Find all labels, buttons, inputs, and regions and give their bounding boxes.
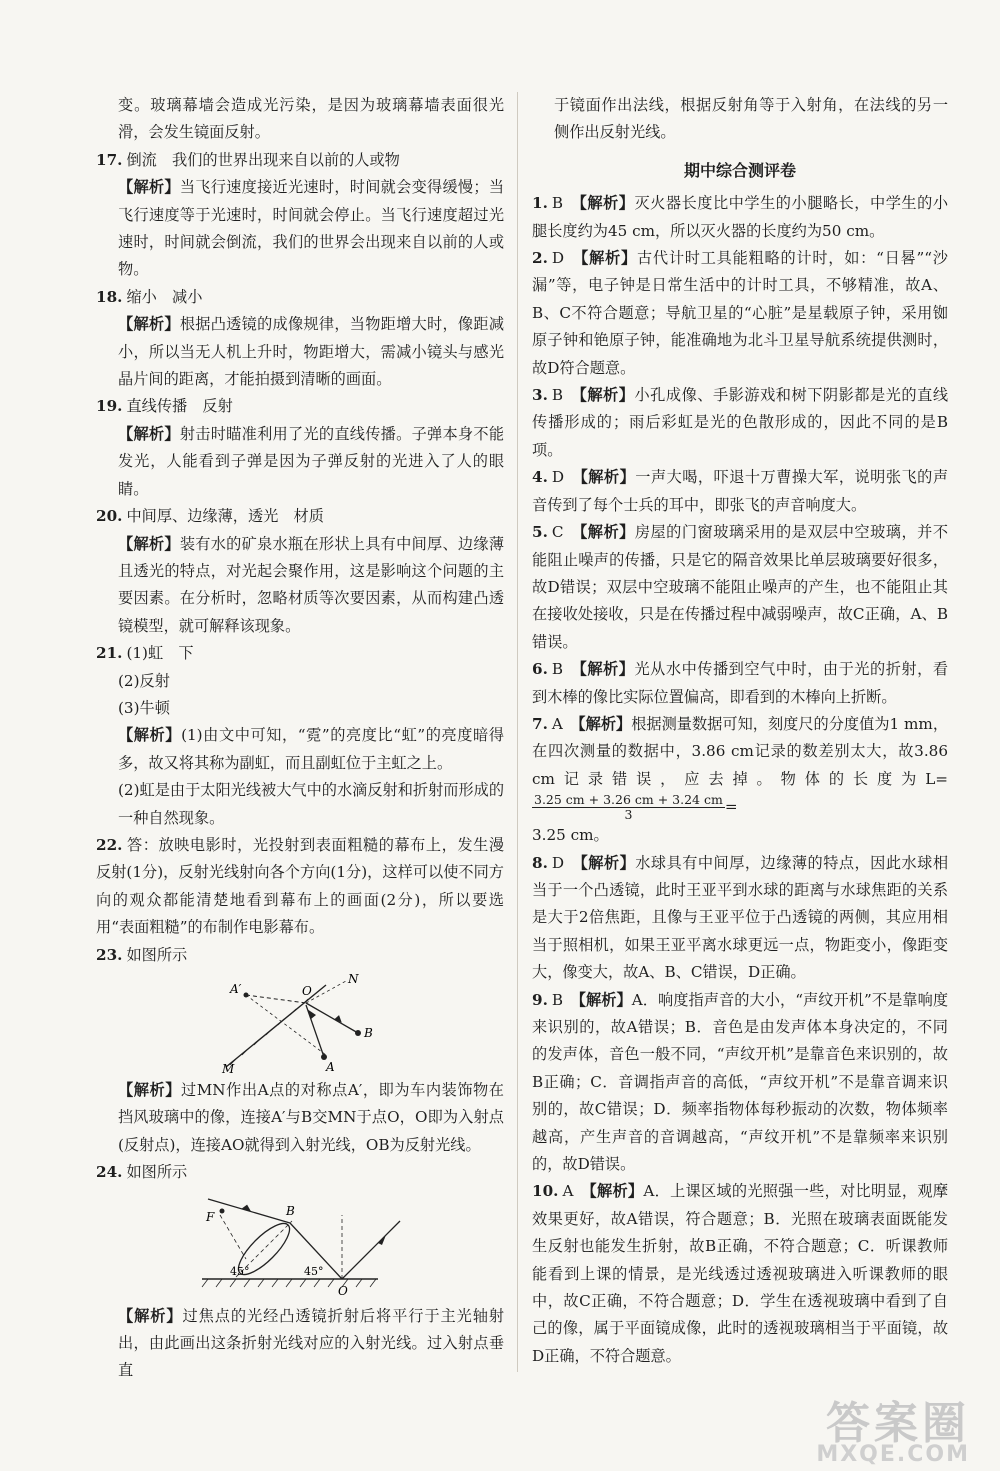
item-9: 9. B 【解析】A．响度指声音的大小，“声纹开机”不是靠响度来识别的，故A错误；B．音色是由发声体本身决定的，不同的发声体，音色一般不同，“声纹开机”是靠音色来识别的，故B正确；C．音调指声音的高低，“声纹开机”不是靠音调来识别的，故C错误；D．频率指物体每秒振动的次数，物体频率越高，产生声音的音调越高，“声纹开机”不是靠频率来识别的，故D错误。 — [532, 990, 949, 1174]
q19-answer: 19. 直线传播 反射 — [96, 397, 233, 416]
label-o: O — [338, 1283, 348, 1298]
item-7-result: 3.25 cm。 — [532, 826, 609, 845]
left-column — [96, 92, 504, 1385]
label-a-prime: A′ — [230, 982, 242, 996]
q19-explanation: 【解析】射击时瞄准利用了光的直线传播。子弹本身不能发光，人能看到子弹是因为子弹反射的光进入了人的眼睛。 — [118, 424, 505, 498]
label-b: B — [286, 1203, 295, 1218]
reflected-ray — [342, 1221, 400, 1279]
q21-explanation-1: 【解析】(1)由文中可知，“霓”的亮度比“虹”的亮度暗得多，故又将其称为副虹，而且副虹位于主虹之上。 — [118, 726, 505, 772]
q24-lens-diagram — [96, 1191, 504, 1299]
q21-explanation-2: (2)虹是由于太阳光线被大气中的水滴反射和折射而形成的一种自然现象。 — [118, 781, 505, 827]
q24-answer: 24. 如图所示 — [96, 1163, 188, 1182]
item-4: 4. D 【解析】一声大喝，吓退十万曹操大军，说明张飞的声音传到了每个士兵的耳中，即张飞的声音响度大。 — [532, 468, 949, 514]
q18-explanation: 【解析】根据凸透镜的成像规律，当物距增大时，像距减小，所以当无人机上升时，物距增大，需减小镜头与感光晶片间的距离，才能拍摄到清晰的画面。 — [118, 315, 505, 389]
label-b: B — [364, 1026, 373, 1040]
section-title: 期中综合测评卷 — [683, 160, 796, 180]
point-a-prime — [244, 993, 249, 998]
watermark-url: MXQE.COM — [816, 1442, 970, 1467]
focal-construction — [220, 1215, 246, 1259]
q17-explanation: 【解析】当飞行速度接近光速时，时间就会变得缓慢；当飞行速度等于光速时，时间就会停止。当飞行速度超过光速时，时间就会倒流，我们的世界会出现来自以前的人或物。 — [118, 178, 505, 279]
q24-explanation: 【解析】过焦点的光经凸透镜折射后将平行于主光轴射出，由此画出这条折射光线对应的入射光线。过入射点垂直 — [118, 1306, 505, 1380]
label-m: M — [222, 1062, 235, 1073]
label-o: O — [302, 984, 312, 998]
q22-answer: 22. 答：放映电影时，光投射到表面粗糙的幕布上，发生漫反射(1分)，反射光线射向各个方向(1分)，这样可以使不同方向的观众都能清楚地看到幕布上的画面(2分)，所以要选用“表面粗糙”的布制作电影幕布。 — [96, 835, 504, 937]
ground-hatching — [202, 1279, 376, 1287]
symmetry-line — [246, 995, 326, 1055]
normal-line — [306, 981, 346, 1003]
column-divider — [517, 92, 518, 1372]
label-a: A — [326, 1060, 335, 1073]
q21-answer-3: (3)牛顿 — [118, 698, 170, 717]
reflected-arrow — [378, 1235, 386, 1245]
q20-explanation: 【解析】装有水的矿泉水瓶在形状上具有中间厚、边缘薄且透光的特点，对光起会聚作用，这是影响这个问题的主要因素。在分析时，忽略材质等次要因素，从而构建凸透镜模型，就可解释该现象。 — [118, 534, 505, 635]
q23-explanation: 【解析】过MN作出A点的对称点A′，即为车内装饰物在挡风玻璃中的像，连接A′与B交MN于点O，O即为入射点(反射点)，连接AO就得到入射光线，OB为反射光线。 — [118, 1081, 504, 1154]
incident-arrow — [307, 1009, 316, 1019]
continued-text: 于镜面作出法线，根据反射角等于入射角，在法线的另一侧作出反射光线。 — [554, 96, 948, 142]
item-6: 6. B 【解析】光从水中传播到空气中时，由于光的折射，看到木棒的像比实际位置偏高，即看到的木棒向上折断。 — [532, 660, 949, 706]
q20-answer: 20. 中间厚、边缘薄，透光 材质 — [96, 507, 324, 526]
label-n: N — [348, 973, 359, 986]
label-angle-1: 45° — [230, 1264, 250, 1278]
point-b — [355, 1030, 361, 1036]
item-7: 7. A 【解析】根据测量数据可知，刻度尺的分度值为1 mm，在四次测量的数据中，3.86 cm记录的数差别太大，故3.86 cm记录错误，应去掉。物体的长度为L= $\frac{3.25 cm + 3.26 cm + 3.24 cm}{3}$ = — [532, 714, 949, 823]
q23-answer: 23. 如图所示 — [96, 945, 188, 964]
length-fraction: $\frac{3.25 cm + 3.26 cm + 3.24 cm}{3}$ — [534, 792, 723, 823]
item-2: 2. D 【解析】古代计时工具能粗略的计时，如：“日晷”“沙漏”等，电子钟是日常生活中的计时工具，不够精准，故A、B、C不符合题意；导航卫星的“心脏”是星载原子钟，采用铷原子钟和铯原子钟，能准确地为北斗卫星导航系统提供测时，故D符合题意。 — [532, 249, 948, 377]
item-5: 5. C 【解析】房屋的门窗玻璃采用的是双层中空玻璃，并不能阻止噪声的传播，只是它的隔音效果比单层玻璃要好很多，故D错误；双层中空玻璃不能阻止噪声的产生，也不能阻止其在接收处接收，只是在传播过程中减弱噪声，故C正确，A、B错误。 — [532, 523, 949, 651]
watermark-logo: 答案圈 — [826, 1398, 970, 1449]
virtual-ray — [246, 995, 306, 1003]
item-1: 1. B 【解析】灭火器长度比中学生的小腿略长，中学生的小腿长度约为45 cm，所以灭火器的长度约为50 cm。 — [532, 194, 949, 240]
item-10: 10. A 【解析】A．上课区域的光照强一些，对比明显，观摩效果更好，故A错误，符合题意；B．光照在玻璃表面既能发生反射也能发生折射，故B正确，不符合题意；C．听课教师能看到上课的情景，是光线透过透视玻璃进入听课教师的眼中，故C正确，不符合题意；D．学生在透视玻璃中看到了自己的像，属于平面镜成像，此时的透视玻璃相当于平面镜，故D正确，不符合题意。 — [532, 1182, 949, 1365]
label-f: F — [206, 1209, 215, 1224]
q23-reflection-diagram — [96, 973, 504, 1073]
q17-answer: 17. 倒流 我们的世界出现来自以前的人或物 — [96, 150, 400, 169]
item-3: 3. B 【解析】小孔成像、手影游戏和树下阴影都是光的直线传播形成的；雨后彩虹是光的色散形成的，因此不同的是B项。 — [532, 386, 949, 459]
intro-text: 变。玻璃幕墙会造成光污染，是因为玻璃幕墙表面很光滑，会发生镜面反射。 — [118, 96, 504, 142]
q21-answer-2: (2)反射 — [118, 671, 170, 690]
q21-answer-1: 21. (1)虹 下 — [96, 644, 194, 663]
q18-answer: 18. 缩小 减小 — [96, 287, 203, 306]
label-angle-2: 45° — [304, 1264, 324, 1278]
right-column — [532, 92, 948, 1370]
watermark — [730, 1387, 970, 1467]
item-8: 8. D 【解析】水球具有中间厚，边缘薄的特点，因此水球相当于一个凸透镜，此时王亚平到水球的距离与水球焦距的关系是大于2倍焦距，且像与王亚平位于凸透镜的两侧，其应用相当于照相机，如果王亚平离水球更远一点，物距变小，像距变大，像变大，故A、B、C错误，D正确。 — [532, 853, 949, 982]
focal-point-f — [220, 1208, 225, 1213]
